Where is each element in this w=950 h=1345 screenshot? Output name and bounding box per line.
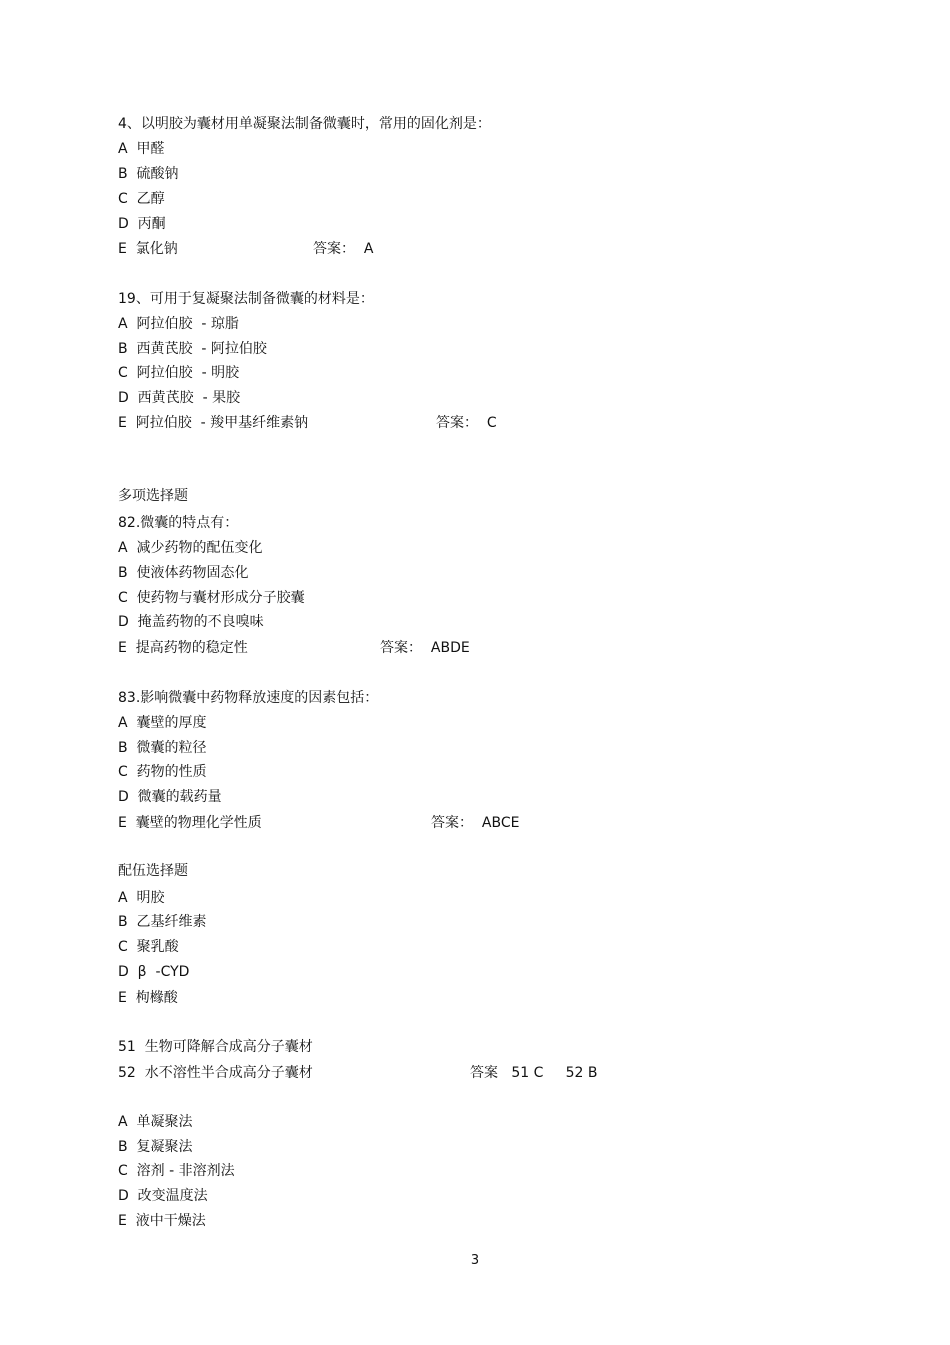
question-82-option-a: A 减少药物的配伍变化 bbox=[118, 540, 263, 556]
question-4-option-a: A 甲醛 bbox=[118, 141, 165, 157]
match-2-option-e: E 液中干燥法 bbox=[118, 1213, 206, 1229]
question-83-option-b: B 微囊的粒径 bbox=[118, 740, 207, 756]
section-heading-multi: 多项选择题 bbox=[118, 488, 188, 504]
match-1-option-c: C 聚乳酸 bbox=[118, 939, 179, 955]
match-1-answer: 答案 51 C 52 B bbox=[470, 1065, 598, 1081]
section-heading-match: 配伍选择题 bbox=[118, 863, 188, 879]
question-82-option-e: E 提高药物的稳定性 bbox=[118, 640, 248, 656]
question-4-option-b: B 硫酸钠 bbox=[118, 166, 179, 182]
question-19-option-c: C 阿拉伯胶 - 明胶 bbox=[118, 365, 240, 381]
question-19-option-d: D 西黄芪胶 - 果胶 bbox=[118, 390, 241, 406]
question-19-option-b: B 西黄芪胶 - 阿拉伯胶 bbox=[118, 341, 267, 357]
question-4-answer: 答案： A bbox=[313, 241, 374, 257]
match-1-option-e: E 枸橼酸 bbox=[118, 990, 178, 1006]
match-2-option-b: B 复凝聚法 bbox=[118, 1139, 193, 1155]
question-82-answer: 答案： ABDE bbox=[380, 640, 470, 656]
question-4-title: 4、以明胶为囊材用单凝聚法制备微囊时，常用的固化剂是： bbox=[118, 116, 491, 132]
match-2-option-d: D 改变温度法 bbox=[118, 1188, 208, 1204]
question-19-option-e: E 阿拉伯胶 - 羧甲基纤维素钠 bbox=[118, 415, 309, 431]
question-83-option-c: C 药物的性质 bbox=[118, 764, 207, 780]
match-1-option-d: D β -CYD bbox=[118, 964, 190, 980]
question-4-option-d: D 丙酮 bbox=[118, 216, 166, 232]
question-19-title: 19、可用于复凝聚法制备微囊的材料是： bbox=[118, 291, 374, 307]
question-82-option-b: B 使液体药物固态化 bbox=[118, 565, 249, 581]
question-4-option-c: C 乙醇 bbox=[118, 191, 165, 207]
question-82-title: 82.微囊的特点有： bbox=[118, 515, 239, 531]
question-83-option-d: D 微囊的载药量 bbox=[118, 789, 222, 805]
question-4-option-e: E 氯化钠 bbox=[118, 241, 178, 257]
question-51: 51 生物可降解合成高分子囊材 bbox=[118, 1039, 313, 1055]
question-83-option-e: E 囊壁的物理化学性质 bbox=[118, 815, 262, 831]
question-19-option-a: A 阿拉伯胶 - 琼脂 bbox=[118, 316, 239, 332]
page-number: 3 bbox=[470, 1253, 480, 1268]
match-1-option-a: A 明胶 bbox=[118, 890, 165, 906]
question-82-option-d: D 掩盖药物的不良嗅味 bbox=[118, 614, 264, 630]
question-19-answer: 答案： C bbox=[436, 415, 497, 431]
question-83-answer: 答案： ABCE bbox=[431, 815, 520, 831]
match-2-option-a: A 单凝聚法 bbox=[118, 1114, 193, 1130]
question-52: 52 水不溶性半合成高分子囊材 bbox=[118, 1065, 313, 1081]
question-83-option-a: A 囊壁的厚度 bbox=[118, 715, 207, 731]
match-1-option-b: B 乙基纤维素 bbox=[118, 914, 207, 930]
question-83-title: 83.影响微囊中药物释放速度的因素包括： bbox=[118, 690, 379, 706]
question-82-option-c: C 使药物与囊材形成分子胶囊 bbox=[118, 590, 305, 606]
match-2-option-c: C 溶剂 - 非溶剂法 bbox=[118, 1163, 235, 1179]
